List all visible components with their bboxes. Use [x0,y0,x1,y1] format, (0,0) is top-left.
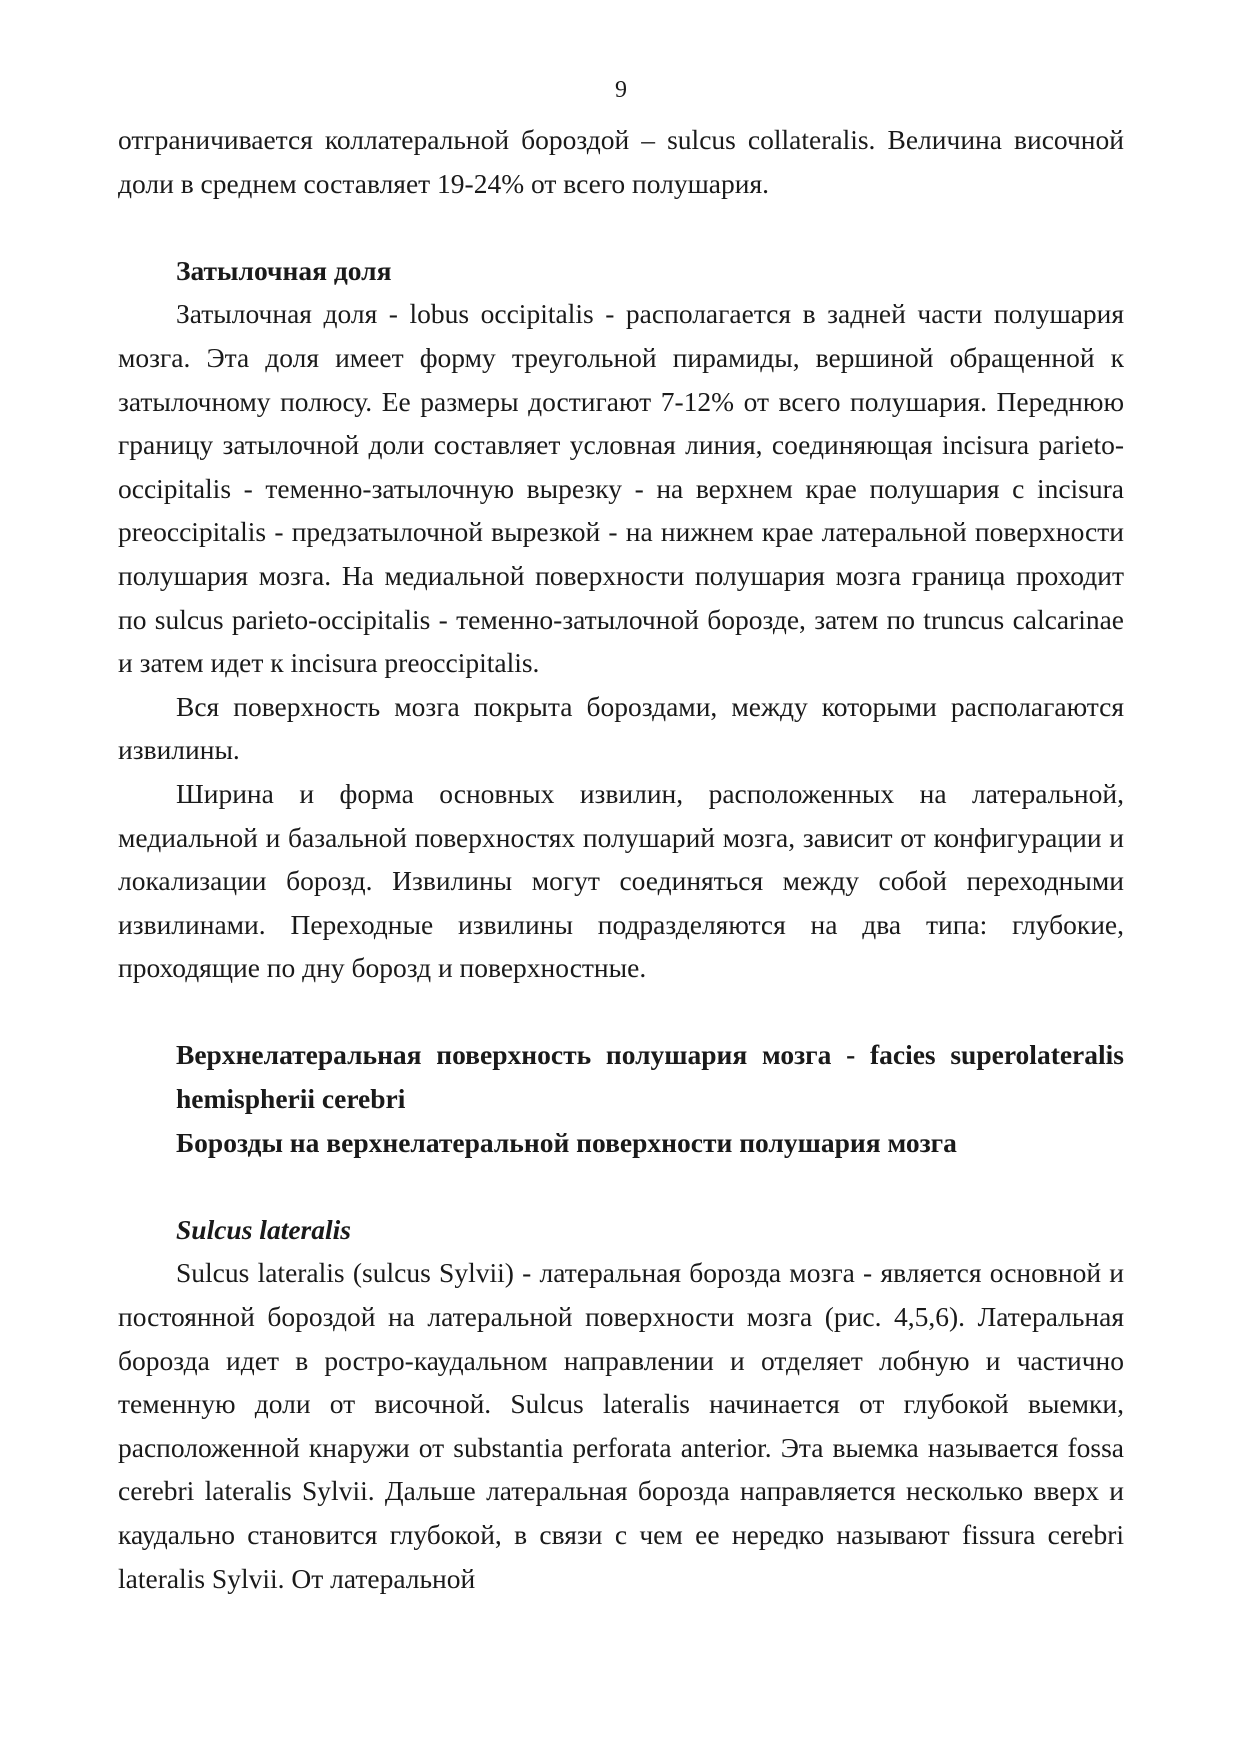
section-heading-occipital-lobe: Затылочная доля [176,254,392,286]
paragraph-continuation: отграничивается коллатеральной бороздой – sulcus collateralis. Величина височной доли в среднем составляет 19-24% от всего полушария. [118,124,1124,199]
spacer [118,205,1124,249]
page-number: 9 [615,77,627,103]
page-content [118,118,1124,1600]
section-heading-superolateral-surface: Верхнелатеральная поверхность полушария мозга - facies superolateralis hemispherii cerebri [176,1039,1124,1115]
paragraph-occipital-lobe: Затылочная доля - lobus occipitalis - располагается в задней части полушария мозга. Эта доля имеет форму треугольной пирамиды, вершиной обращенной к затылочному полюсу. Ее размеры достигают 7-12% от всего полушария. Переднюю границу затылочной доли составляет условная линия, соединяющая incisura parieto-occipitalis - теменно-затылочную вырезку - на верхнем крае полушария с incisura preoccipitalis - предзатылочной вырезкой - на нижнем крае латеральной поверхности полушария мозга. На медиальной поверхности полушария мозга граница проходит по sulcus parieto-occipitalis - теменно-затылочной борозде, затем по truncus calcarinae и затем идет к incisura preoccipitalis. [118,298,1124,679]
subsection-heading-sulcus-lateralis: Sulcus lateralis [176,1213,351,1245]
paragraph-brain-surface: Вся поверхность мозга покрыта бороздами, между которыми располагаются извилины. [118,690,1124,766]
spacer [118,990,1124,1034]
subsection-heading-sulci: Борозды на верхнелатеральной поверхности полушария мозга [176,1126,957,1158]
document-page [118,0,1124,1754]
spacer [118,1164,1124,1208]
paragraph-sulcus-lateralis: Sulcus lateralis (sulcus Sylvii) - латеральная борозда мозга - является основной и постоянной бороздой на латеральной поверхности мозга (рис. 4,5,6). Латеральная борозда идет в ростро-каудальном направлении и отделяет лобную и частично теменную доли от височной. Sulcus lateralis начинается от глубокой выемки, расположенной кнаружи от substantia perforata anterior. Эта выемка называется fossa cerebri lateralis Sylvii. Дальше латеральная борозда направляется несколько вверх и каудально становится глубокой, в связи с чем ее нередко называют fissura cerebri lateralis Sylvii. От латеральной [118,1257,1124,1594]
paragraph-gyri-shape: Ширина и форма основных извилин, расположенных на латеральной, медиальной и базальной поверхностях полушарий мозга, зависит от конфигурации и локализации борозд. Извилины могут соединяться между собой переходными извилинами. Переходные извилины подразделяются на два типа: глубокие, проходящие по дну борозд и поверхностные. [118,777,1124,984]
